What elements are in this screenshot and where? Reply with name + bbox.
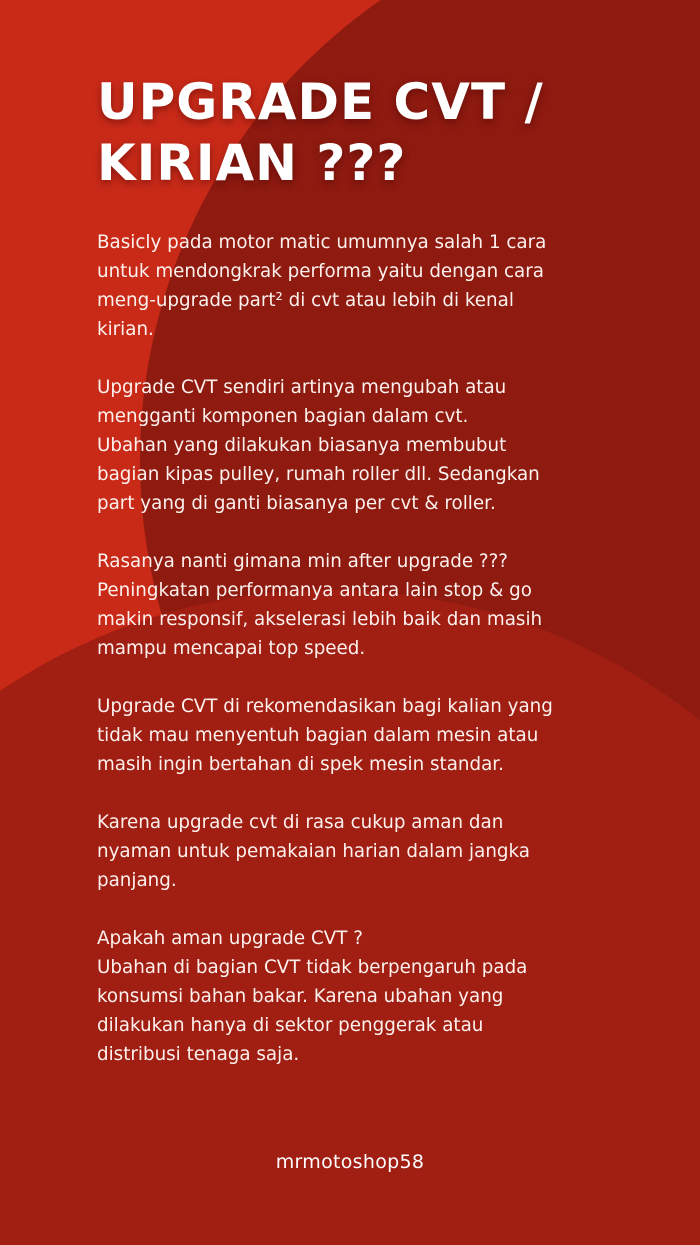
text-line: Peningkatan performanya antara lain stop & go [97, 580, 532, 601]
shop-handle: mrmotoshop58 [275, 1151, 425, 1173]
text-line: Rasanya nanti gimana min after upgrade ??? [97, 551, 509, 572]
text-line: mengganti komponen bagian dalam cvt. [97, 406, 469, 427]
text-line: Upgrade CVT di rekomendasikan bagi kalian yang [97, 696, 553, 717]
text-line: panjang. [97, 870, 177, 891]
text-line: untuk mendongkrak performa yaitu dengan cara [97, 261, 544, 282]
text-line: Ubahan di bagian CVT tidak berpengaruh pada [97, 957, 528, 978]
paragraph-safety [97, 808, 687, 895]
text-line: part yang di ganti biasanya per cvt & roller. [97, 493, 496, 514]
text-line: Karena upgrade cvt di rasa cukup aman dan [97, 812, 504, 833]
text-line: Ubahan yang dilakukan biasanya membubut [97, 435, 507, 456]
text-line: Apakah aman upgrade CVT ? [97, 928, 363, 949]
text-line: tidak mau menyentuh bagian dalam mesin atau [97, 725, 539, 746]
title-line: UPGRADE CVT / [97, 73, 544, 131]
paragraph-feel [97, 547, 687, 663]
text-line: masih ingin bertahan di spek mesin standar. [97, 754, 504, 775]
title-line: KIRIAN ??? [97, 134, 407, 192]
text-line: distribusi tenaga saja. [97, 1044, 300, 1065]
paragraph-definition [97, 373, 687, 518]
text-line: meng-upgrade part² di cvt atau lebih di kenal [97, 290, 514, 311]
text-line: Basicly pada motor matic umumnya salah 1 cara [97, 232, 547, 253]
text-line: kirian. [97, 319, 154, 340]
text-line: makin responsif, akselerasi lebih baik dan masih [97, 609, 543, 630]
paragraph-faq [97, 924, 687, 1069]
paragraph-intro [97, 228, 687, 344]
text-line: konsumsi bahan bakar. Karena ubahan yang [97, 986, 504, 1007]
text-line: dilakukan hanya di sektor penggerak atau [97, 1015, 484, 1036]
paragraph-recommendation [97, 692, 687, 779]
text-line: mampu mencapai top speed. [97, 638, 366, 659]
text-line: bagian kipas pulley, rumah roller dll. Sedangkan [97, 464, 540, 485]
text-line: nyaman untuk pemakaian harian dalam jangka [97, 841, 530, 862]
text-line: Upgrade CVT sendiri artinya mengubah atau [97, 377, 507, 398]
article-body [97, 228, 687, 1098]
page-title [97, 72, 657, 194]
